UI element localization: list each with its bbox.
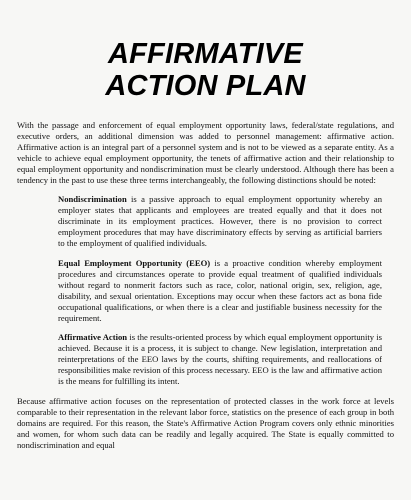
definition-text: is a passive approach to equal employment opportunity whereby an employer states that applicants and employees are treated equally and that it does not discriminate in its employment practices. However, there is no provision to correct employment procedures that may have discriminatory effects by serving as artificial barriers to the employment of qualified individuals. xyxy=(58,194,382,249)
definition-nondiscrimination xyxy=(58,194,382,249)
closing-paragraph: Because affirmative action focuses on the representation of protected classes in the work force at levels comparable to their representation in the relevant labor force, statistics on the presence of each group in both domains are required. For this reason, the State's Affirmative Action Program covers only ethnic minorities and women, for whom such data can be readily and legally acquired. The State is equally committed to nondiscrimination and equal xyxy=(17,395,394,450)
document-title xyxy=(17,38,394,102)
definition-term: Nondiscrimination xyxy=(58,194,127,205)
definition-affirmative-action xyxy=(58,332,382,387)
title-line-2: ACTION PLAN xyxy=(105,70,306,102)
definition-term: Affirmative Action xyxy=(58,332,128,343)
intro-paragraph: With the passage and enforcement of equal employment opportunity laws, federal/state regulations, and executive orders, an additional dimension was added to personnel management: affirmative action. Affirmative action is an integral part of a personnel system and is not to be viewed as a separate entity. As a vehicle to achieve equal employment opportunity, the tenets of affirmative action and their relationship to equal employment opportunity and nondiscrimination must be clearly understood. Although there has been a tendency in the past to use these three terms interchangeably, the following distinctions should be noted: xyxy=(17,120,394,185)
definition-eeo xyxy=(58,258,382,323)
definition-term: Equal Employment Opportunity (EEO) xyxy=(58,257,211,268)
title-line-1: AFFIRMATIVE xyxy=(108,38,303,70)
definition-text: is the results-oriented process by which equal employment opportunity is achieved. Because it is a process, it is subject to change. New legislation, interpretation and reinterpretations of the EEO laws by the courts, shifting requirements, and reallocations of responsibilities make revision of this process necessary. EEO is the law and affirmative action is the means for fulfilling its intent. xyxy=(58,332,383,387)
definition-text: is a proactive condition whereby employment procedures and circumstances operate to provide equal treatment of qualified individuals without regard to nonmerit factors such as race, color, national origin, sex, religion, age, disability, and sexual orientation. Exceptions may occur when these factors act as bona fide occupational qualifications, or when there is a clear and justifiable business necessity for the requirement. xyxy=(58,257,382,323)
